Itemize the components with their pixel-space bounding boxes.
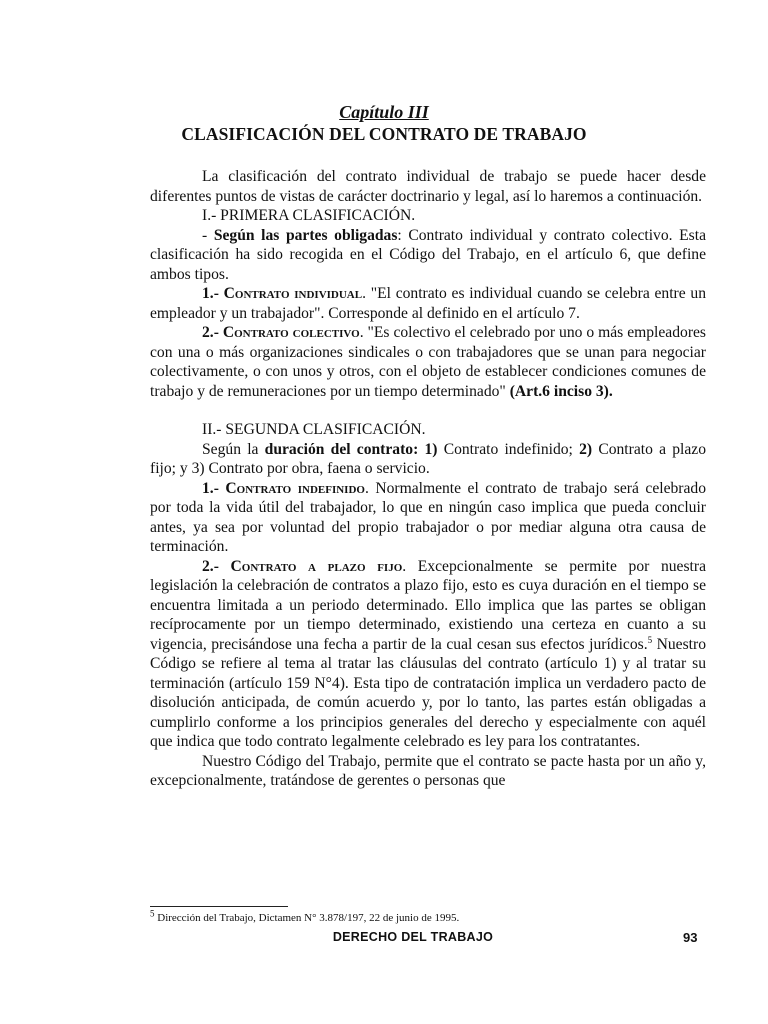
paragraph-duracion-contrato: Según la duración del contrato: 1) Contrato indefinido; 2) Contrato a plazo fijo; y 3) Contrato por obra, faena o servicio. bbox=[150, 440, 706, 477]
paragraph-codigo-trabajo: Nuestro Código del Trabajo, permite que el contrato se pacte hasta por un año y, excepcionalmente, tratándose de gerentes o personas que bbox=[150, 752, 706, 789]
footnote: $^5$ Dirección del Trabajo, Dictamen N° 3.878/197, 22 de junio de 1995. bbox=[150, 908, 460, 924]
footer-book-title: DERECHO DEL TRABAJO bbox=[332, 930, 494, 944]
paragraph-contrato-indefinido: 1.- Contrato indefinido. Normalmente el contrato de trabajo será celebrado por toda la vida útil del trabajador, lo que en ningún caso implica que pueda concluir antes, ya sea por voluntad del propio trabajador o por mediar alguna otra causa de terminación. bbox=[150, 479, 706, 555]
footnote-divider bbox=[150, 906, 288, 907]
paragraph-contrato-individual: 1.- Contrato individual. "El contrato es individual cuando se celebra entre un empleador y un trabajador". Corresponde al definido en el artículo 7. bbox=[150, 285, 706, 322]
chapter-title: CLASIFICACIÓN DEL CONTRATO DE TRABAJO bbox=[181, 124, 587, 144]
heading-primera-clasificacion: I.- PRIMERA CLASIFICACIÓN. bbox=[202, 207, 416, 224]
paragraph-contrato-colectivo: 2.- Contrato colectivo. "Es colectivo el celebrado por uno o más empleadores con una o más organizaciones sindicales o con trabajadores que se unan para negociar colectivamente, o con unos y otros, con el objeto de establecer condiciones comunes de trabajo y de remuneraciones por un tiempo determinado" (Art.6 inciso 3). bbox=[150, 324, 707, 400]
page-number: 93 bbox=[683, 930, 698, 945]
heading-segunda-clasificacion: II.- SEGUNDA CLASIFICACIÓN. bbox=[202, 421, 426, 438]
paragraph-partes-obligadas: - Según las partes obligadas: Contrato individual y contrato colectivo. Esta clasificación ha sido recogida en el Código del Trabajo, en el artículo 6, que define ambos tipos. bbox=[150, 226, 707, 283]
footnote-reference: 5 bbox=[647, 634, 653, 645]
chapter-label: Capítulo III bbox=[339, 102, 429, 122]
body-text bbox=[150, 167, 706, 791]
paragraph-contrato-plazo-fijo: 2.- Contrato a plazo fijo. Excepcionalmente se permite por nuestra legislación la celebración de contratos a plazo fijo, esto es cuya duración en el tiempo se encuentra limitada a un periodo determinado. Ello implica que las partes se obligan recíprocamente por un tiempo determinado, existiendo una certeza en cuanto a su vigencia, precisándose una fecha a partir de la cual cesan sus efectos jurídicos.$^5$ Nuestro Código se refiere al tema al tratar las cláusulas del contrato (artículo 1) y al tratar su terminación (artículo 159 N°4). Esta tipo de contratación implica un verdadero pacto de disolución anticipada, de común acuerdo y, por lo tanto, las partes están obligadas a cumplirlo conforme a los principios generales del derecho y especialmente con aquél que indica que todo contrato legalmente celebrado es ley para los contratantes. bbox=[150, 557, 706, 750]
intro-paragraph: La clasificación del contrato individual de trabajo se puede hacer desde diferentes puntos de vistas de carácter doctrinario y legal, así lo haremos a continuación. bbox=[150, 168, 706, 205]
